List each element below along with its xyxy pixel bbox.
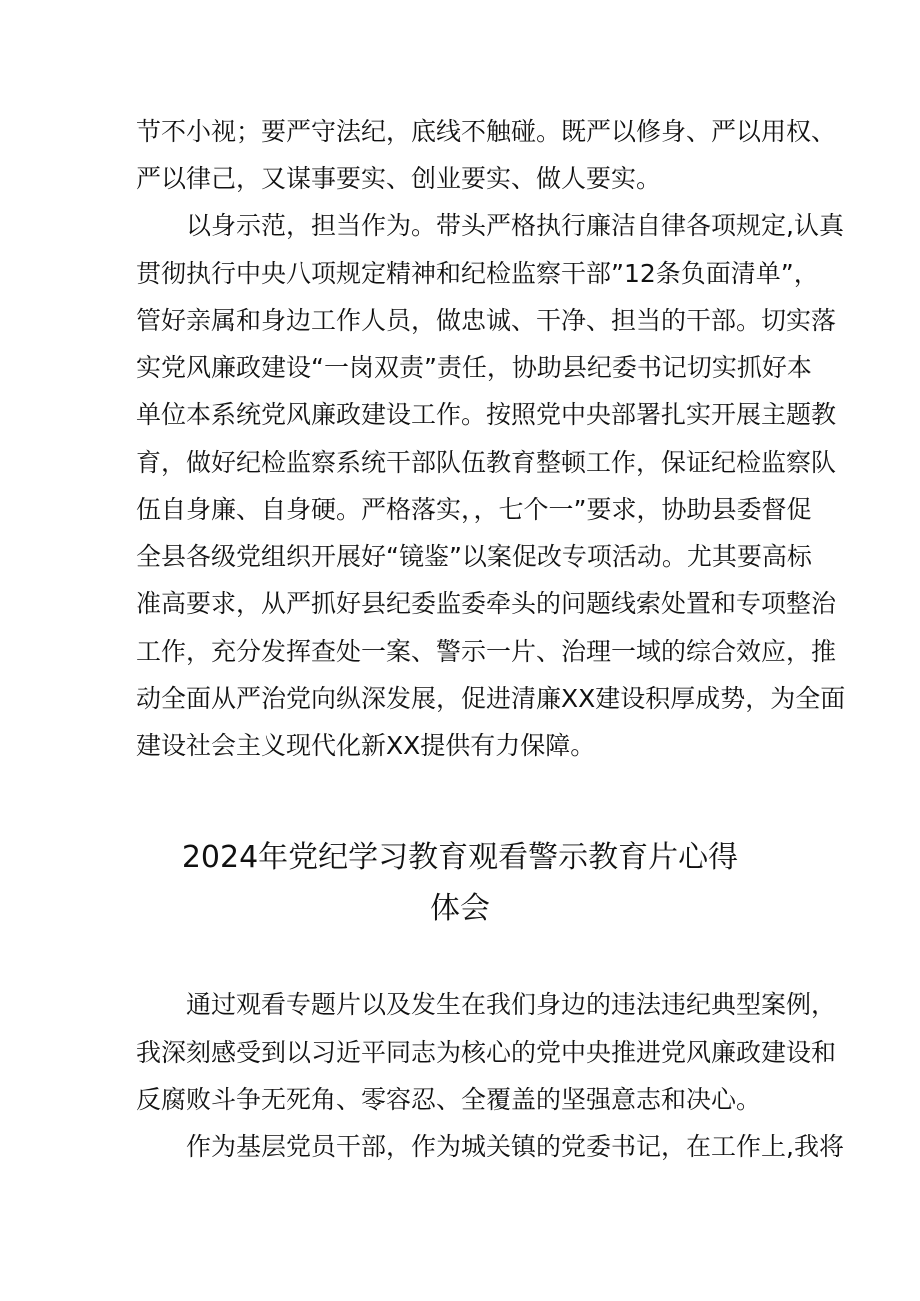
paragraph-line: 育，做好纪检监察系统干部队伍教育整顿工作，保证纪检监察队 <box>136 448 837 477</box>
paragraph-line: 工作，充分发挥查处一案、警示一片、治理一域的综合效应，推 <box>136 637 837 666</box>
paragraph-line: 以身示范，担当作为。带头严格执行廉洁自律各项规定,认真 <box>186 211 844 240</box>
paragraph-line: 管好亲属和身边工作人员，做忠诚、干净、担当的干部。切实落 <box>136 306 837 335</box>
paragraph-line: 全县各级党组织开展好“镜鉴”以案促改专项活动。尤其要高标 <box>136 542 812 571</box>
paragraph-line: 伍自身廉、自身硬。严格落实，，七个一”要求，协助县委督促 <box>136 495 812 524</box>
paragraph-line: 准高要求，从严抓好县纪委监委牵头的问题线索处置和专项整治 <box>136 589 837 618</box>
paragraph-line: 节不小视；要严守法纪，底线不触碰。既严以修身、严以用权、 <box>136 117 837 146</box>
paragraph-line: 单位本系统党风廉政建设工作。按照党中央部署扎实开展主题教 <box>136 400 837 429</box>
paragraph-line: 实党风廉政建设“一岗双责”责任，协助县纪委书记切实抓好本 <box>136 353 812 382</box>
paragraph-line: 贯彻执行中央八项规定精神和纪检监察干部”12条负面清单”， <box>136 259 819 288</box>
paragraph-line: 我深刻感受到以习近平同志为核心的党中央推进党风廉政建设和 <box>136 1038 837 1067</box>
paragraph-line: 建设社会主义现代化新XX提供有力保障。 <box>136 731 596 760</box>
paragraph-line: 动全面从严治党向纵深发展，促进清廉XX建设积厚成势，为全面 <box>136 684 846 713</box>
page-title-continued: 体会 <box>430 891 490 926</box>
paragraph-line: 作为基层党员干部，作为城关镇的党委书记，在工作上,我将 <box>186 1132 844 1161</box>
paragraph-line: 通过观看专题片以及发生在我们身边的违法违纪典型案例， <box>186 990 837 1019</box>
paragraph-line: 反腐败斗争无死角、零容忍、全覆盖的坚强意志和决心。 <box>136 1085 762 1114</box>
page-title: 2024年党纪学习教育观看警示教育片心得 <box>181 840 739 875</box>
paragraph-line: 严以律己，又谋事要实、创业要实、做人要实。 <box>136 164 662 193</box>
